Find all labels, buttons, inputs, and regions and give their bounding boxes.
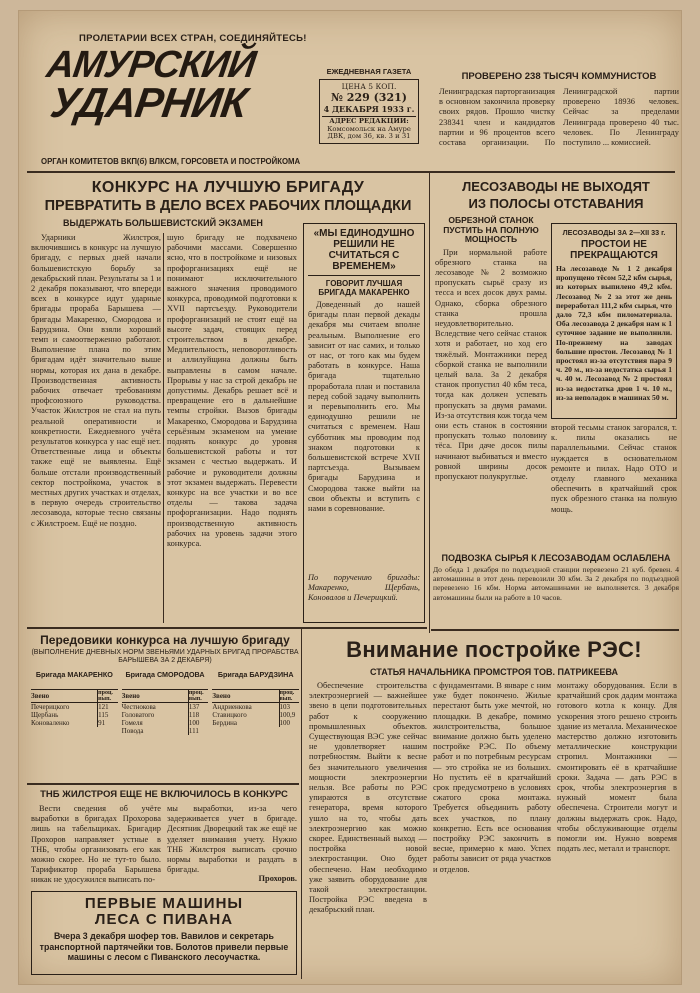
top-right-headline: ПРОВЕРЕНО 238 ТЫСЯЧ КОММУНИСТОВ (461, 71, 657, 82)
link-name: Коноваленко (31, 719, 70, 727)
link-pct: 91 (98, 719, 118, 727)
link-pct: 100,9 (279, 711, 299, 719)
link-name: Честнокова (121, 703, 156, 711)
link-pct: 121 (98, 703, 118, 712)
price: ЦЕНА 5 КОП. (341, 82, 397, 91)
link-name: Бердина (212, 719, 238, 727)
brigade-call-sign: По поручению бригады: Макаренко, Щербань, Коновалов и Печерицкий. (308, 573, 420, 603)
issue-box (319, 67, 419, 144)
col-header: Звено (121, 692, 140, 700)
pct-header: проц. вып. (279, 690, 299, 703)
res-sub: СТАТЬЯ НАЧАЛЬНИКА ПРОМСТРОЯ ТОВ. ПАТРИКЕЕВА (369, 667, 618, 677)
link-name: Повода (121, 727, 144, 735)
link-pct: 100 (279, 719, 299, 727)
pct-header: проц. вып. (98, 690, 118, 703)
issue-number: № 229 (321) (331, 91, 407, 104)
table-row (122, 719, 209, 727)
link-name: Ставицкого (212, 711, 247, 719)
brigade-table (122, 689, 209, 735)
table-row (212, 711, 299, 719)
right-headline-2: ИЗ ПОЛОСЫ ОТСТАВАНИЯ (468, 196, 644, 211)
link-pct: 103 (279, 703, 299, 712)
tnb-sign: Прохоров. (258, 874, 297, 883)
tnb-text-right: мы выработки, из-за чего задерживается учет в бригаде. Десятник Дворецкий так же ещё не уделяет внимания учету. Нужно ТНБ Жилстроя выписать срочно нормы выработки и раздать в бригады. (167, 804, 297, 874)
brigade-table-2 (122, 671, 209, 735)
link-pct: 111 (188, 727, 208, 735)
advanced-title: Передовики конкурса на лучшую бригаду (40, 633, 290, 647)
masthead-logo (44, 44, 317, 137)
tnb-text-left: Вести сведения об учёте выработки в бригадах Прохорова лишь на табельщиках. Бригадир Прохоров направляет устные в ТНБ, чтобы организовать его как можно скорее. Но не тут-то было. Тарификатор прораба Барышева никак не удосужился выписать по- (31, 804, 161, 884)
link-pct: 137 (188, 703, 208, 712)
address: Комсомольск на Амуре ДВК, дом 36, кв. 3 и 31 (327, 124, 411, 140)
newspaper-page (18, 10, 682, 985)
link-name: Андриенкова (212, 703, 252, 711)
mid-rule-right (431, 629, 679, 631)
first-cars-title-2: ЛЕСА С ПИВАНА (94, 911, 234, 928)
first-cars-text: Вчера 3 декабря шофер тов. Вавилов и секретарь транспортной партячейки тов. Болотов привели первые машины с лесом с Пиванского лесоучастка. (39, 931, 289, 962)
table-row (122, 703, 209, 712)
masthead-rule (27, 171, 675, 173)
tnb-rule (27, 783, 299, 785)
brigade-tables (31, 671, 299, 735)
advanced-section (31, 633, 299, 735)
res-col3: монтажу оборудования. Если в кратчайший срок дадим монтажа готового котла к концу. Для ускорения этого решено строить здание из металла. Механическое мастерство должно изготовить металлические конструкции стропил. Монтажники — смонтировать её в кратчайшие сроки. Задача — дать РЭС в срок, чтобы электроэнергия в нужный момент была обеспечена. Строители могут и должны выдержать срок. Надо, чтобы обслуживающие отделы помогли им. Нужно вовремя подать лес, металл и транспорт. (557, 681, 677, 854)
lesozavody-header: ЛЕСОЗАВОДЫ ЗА 2—XII 33 г. (562, 228, 666, 237)
res-col2: с фундаментами. В январе с ним уже будет покончено. Жилые перестают быть уже мечтой, но площадки. В декабре, помимо жилстроительства, большое внимание должно быть уделено постройке РЭС. По объему работ и по потребным ресурсам — это стройка не из больших. Но пустить её в кратчайший срок предусмотрено в условиях сжатого срока монтажа. Требуется объединить работу всех участков, по плану конкретно. Есть все основания постройку РЭС закончить в весне, примерно к маю. Успех работы зависит от ряда участков и отделов. (433, 681, 551, 874)
stanok-continued: второй тесьмы станок загорался, т. к. пилы оказались не параллельными. Сейчас станок нуждается в основательном ремонте и пилах. Надо ОТО и отделу главного механика обеспечить в кратчайший срок пуск обрезного станка на полную мощь. (551, 423, 677, 514)
table-row (212, 703, 299, 712)
lesozavody-title: ПРОСТОИ НЕ ПРЕКРАЩАЮТСЯ (570, 239, 658, 261)
table-row (31, 703, 118, 712)
table-row (122, 711, 209, 719)
brigade-table-3 (212, 671, 299, 735)
brigade-call-sub: ГОВОРИТ ЛУЧШАЯ БРИГАДА МАКАРЕНКО (318, 279, 410, 297)
res-title: Внимание постройке РЭС! (346, 637, 642, 662)
tnb-title: ТНБ ЖИЛСТРОЯ ЕЩЕ НЕ ВКЛЮЧИЛОСЬ В КОНКУРС (40, 789, 288, 800)
link-pct: 118 (188, 711, 208, 719)
right-col-divider (429, 173, 430, 633)
stanok-title: ОБРЕЗНОЙ СТАНОК ПУСТИТЬ НА ПОЛНУЮ МОЩНОСТЬ (443, 215, 539, 244)
address-label: АДРЕС РЕДАКЦИИ: (329, 117, 409, 125)
brigade-call-box (303, 223, 425, 623)
first-cars-box (31, 891, 297, 975)
brigade-name: Бригада МАКАРЕНКО (35, 670, 113, 679)
link-name: Гомеля (121, 719, 143, 727)
mid-rule-left (27, 627, 427, 629)
table-row (122, 727, 209, 735)
brigade-call-text: Доведенный до нашей бригады план первой декады декабря мы считаем вполне реальным. Выполнение его зависит от нас самих, и только от нас, от того как мы будем работать в конкурсе. Наша бригада тщательно проработала план и поставила перед собой задачу выполнить и перевыполнить его. Мы единодушно решили не считаться с временем. Наш субботник мы проводим под знаком подготовки к большевистской встрече XVII партсъезда. Вызываем бригады Барудзина и Смородова также выйти на свои объекты и вступить с нами в соревнование. (308, 300, 420, 514)
table-row (31, 711, 118, 719)
brigade-table (212, 689, 299, 727)
slogan: ПРОЛЕТАРИИ ВСЕХ СТРАН, СОЕДИНЯЙТЕСЬ! (79, 33, 307, 44)
pct-header: проц. вып. (188, 690, 208, 703)
lesozavody-text: На лесозаводе № 1 2 декабря пропущено тёсом 52,2 кбм сырья, из которых выпилено 49,2 кбм. Лесозавод № 2 за этот же день переработал 111,2 кбм сырья, что дало 72,3 кбм пиломатериала. Оба лесозавода 2 декабря нам к 1 суточное задание не выполнили. По-прежнему на заводах большие простои. Лесозавод № 1 простоял из-за отсутствия пара 9 ч. 20 м., из-за недостатка сырья 1 ч. 40 м. Лесозавод № 2 простоял из-за недостатка дров 1 ч. 10 м., из-за неполадок в машинах 50 м. (556, 264, 672, 402)
col-header: Звено (31, 692, 50, 700)
col-header: Звено (212, 692, 231, 700)
main-subheadline: ВЫДЕРЖАТЬ БОЛЬШЕВИСТСКИЙ ЭКЗАМЕН (63, 218, 263, 228)
brigade-call-title: «МЫ ЕДИНОДУШНО РЕШИЛИ НЕ СЧИТАТЬСЯ С ВРЕМЕНЕМ» (308, 228, 420, 276)
brigade-table (31, 689, 118, 727)
main-headline-1: КОНКУРС НА ЛУЧШУЮ БРИГАДУ (91, 179, 365, 196)
res-col1: Обеспечение строительства электроэнергией — важнейшее звено в цепи подготовительных работ к сооружению промышленных объектов. Существующая ВЭС уже сейчас не удовлетворяет нашим потребностям. Выйти к весне без значительного увеличения мощности электроэнергии нельзя. Все работы по РЭС упираются в отсутствие генератора, время которого ушло на то, чтобы дать электроэнергию как можно скорее. Единственный выход — постройка новой электростанции. Оно будет обеспечено. Нам необходимо уже заявить оборудование для такой электростанции. Постройка РЭС введена в декабрьский план. (309, 681, 427, 915)
tnb-article (31, 789, 297, 884)
daily-label: ЕЖЕДНЕВНАЯ ГАЗЕТА (326, 67, 412, 76)
issue-date: 4 ДЕКАБРЯ 1933 г. (323, 104, 415, 114)
advanced-sub: (ВЫПОЛНЕНИЕ ДНЕВНЫХ НОРМ ЗВЕНЬЯМИ УДАРНЫХ БРИГАД ПРОРАБСТВА БАРЫШЕВА ЗА 2 ДЕКАБРЯ) (31, 649, 299, 664)
title-line2: УДАРНИК (47, 79, 250, 126)
res-divider (301, 629, 302, 979)
column2-text: шую бригаду не подхвачено рабочими массами. Совершенно ясно, что в постройкоме и низовых профорганизациях ещё не понимают исключительного важного значения проводимого конкурса, проводимой подготовки к XVII партсъезду. Руководители профорганизаций не стоят ещё на высоте задач, стоящих перед строительством в декабре. Медлительность, неповоротливость и аллилуйщина должны быть выправлены в самом начале. Прорывы у нас за строй декабрь не допустимы. Декабрь решает всё и превращение его в дальнейшие темпы стройки. Вызов бригады Макаренко, Смородова и Барудзина серьёзным экзаменом на умение поднять конкурс до уровня большевистской работы и тот экзамен с честью выдержать. И рабочие и руководители должны этот экзамен выдержать. Перевести конкурс на все участки и во все отделы — такова задача профорганизации. Надо поднять производственную активность рабочих на уровень задачи этого конкурса. (167, 233, 297, 549)
col-divider (163, 233, 164, 623)
main-headline-2: ПРЕВРАТИТЬ В ДЕЛО ВСЕХ РАБОЧИХ ПЛОЩАДКИ (44, 198, 412, 214)
brigade-name: Бригада БАРУДЗИНА (217, 670, 294, 679)
brigade-table-1 (31, 671, 118, 735)
first-cars-title-1: ПЕРВЫЕ МАШИНЫ (84, 895, 244, 912)
title-line1: АМУРСКИЙ (44, 44, 258, 86)
brigade-name: Бригада СМОРОДОВА (125, 670, 205, 679)
organ-line: ОРГАН КОМИТЕТОВ ВКП(б) ВЛКСМ, ГОРСОВЕТА И ПОСТРОЙКОМА (41, 157, 301, 166)
link-name: Печерицкого (31, 703, 70, 711)
link-pct: 100 (188, 719, 208, 727)
link-pct: 115 (98, 711, 118, 719)
right-headline-1: ЛЕСОЗАВОДЫ НЕ ВЫХОДЯТ (462, 179, 650, 194)
link-name: Головатого (121, 711, 155, 719)
table-row (31, 719, 118, 727)
stanok-text: При нормальной работе обрезного станка на лесозаводе № 2 возможно пропускать сырьё сразу из тесса и всех досок двух рамы. Однако, сборка обрезного станка прошла неудовлетворительно. Вследствие чего сейчас станок хотя и работает, но ход его тяжёлый. Монтажники перед сборкой станка не выполнили целый вала. За 2 декабря станок пропустил 40 кбм теса, тогда как должен успевать пропускать за двумя рамами. Из-за отсутствия кож тогда чем они есть станок в состоянии пропускать только половину тёса. При даче досок пилы начинают выбиваться и вместо ровной ширины досок пропускают полукруглые. (435, 247, 547, 481)
lesozavody-box (551, 223, 677, 419)
stanok-article (435, 216, 547, 578)
column1-text: Ударники Жилстроя, включившись в конкурс на лучшую бригаду, с первых дней начали большевистскую борьбу за декабрьский план. Результаты за 1 и 2 декабря показывают, что впереди всех в конкурсе идут ударные бригады прораба Барышева — бригады Макаренко, Смородова и Барудзина. Они взяли хороший темп и самоотверженно работают. Выполнение плана по этим бригадам идёт значительно выше нормы, которая их дана в декабре. Производственная активность рабочих отвечает требованиям профсоюзного руководства. Участок Жилстроя не стал на путь реальной оперативности и конкретности. Ежедневного учёта результатов конкурса у нас ещё нет. Ответственные лица и объекты также ещё не выявлены. Ещё больше отстали производственный сектор постройкома, участок в местных других участках и отделах, в первую очередь строительство лесозавода, которые тесно связаны с Жилстроем. Ещё не поздно. (31, 233, 161, 528)
table-row (212, 719, 299, 727)
top-right-text: Ленинградская парторганизация в основном закончила проверку своих рядов. Прошло чистку 238341 член и кандидатов партии и 96 процентов всего состава организации. По Ленинградской партии проверено 18936 человек. Сейчас за пределами Ленинграда проверено 40 тыс. человек. По Ленинграду поступило ... комиссией. (439, 87, 679, 148)
podvozka-article (433, 553, 679, 627)
podvozka-title: ПОДВОЗКА СЫРЬЯ К ЛЕСОЗАВОДАМ ОСЛАБЛЕНА (441, 553, 671, 563)
link-name: Щербань (31, 711, 59, 719)
podvozka-text: До обеда 1 декабря по подъездной станции перевезено 21 куб. бревен. 4 автомашины в этот день перевозили 30 кбм. За 2 декабря по подъездной перевезено 16 кбм. Норма автомашинами не выполняется. 3 декабря автомашины были на работе в 10 часов. (433, 565, 679, 602)
